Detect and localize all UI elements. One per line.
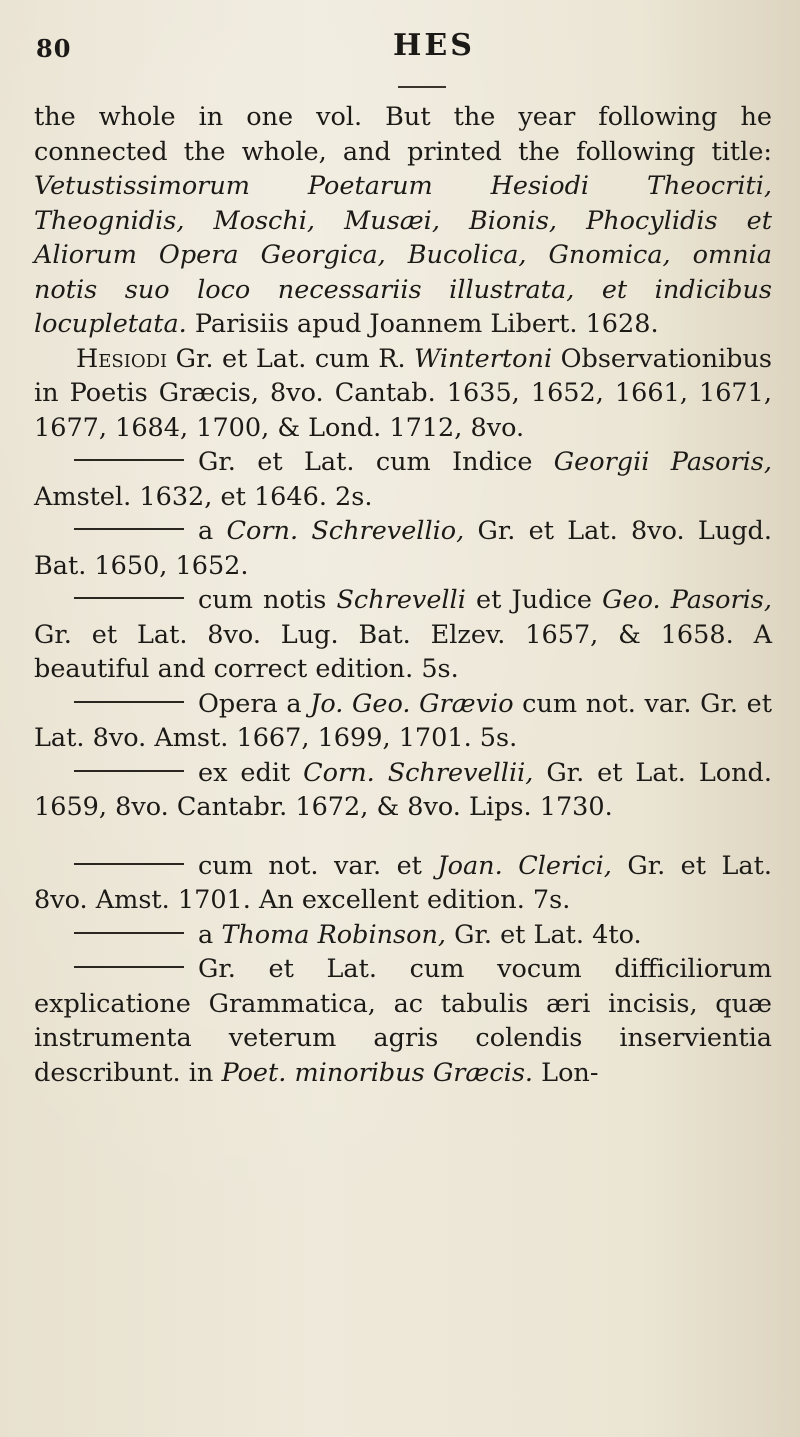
entry-schrevelli-notis xyxy=(34,583,772,687)
entry-graevio xyxy=(34,687,772,756)
entry-ex-edit xyxy=(34,756,772,825)
entry-italic: Jo. Geo. Grævio xyxy=(310,688,514,719)
entry-text: Gr. et Lat. 4to. xyxy=(446,919,642,950)
entry-text: Gr. et Lat. 8vo. Lugd. Bat. 1650, 1652. xyxy=(34,516,772,581)
ditto-dash xyxy=(74,459,184,461)
intro-title: Vetustissimorum Poetarum Hesiodi Theocriti, Theognidis, Moschi, Musæi, Bionis, Phocylidis et Aliorum Opera Georgica, Bucolica, Gnomica, omnia notis suo loco necessariis illustrata, et indicibus locupletata. xyxy=(34,171,772,339)
entry-italic: Corn. Schrevellii, xyxy=(303,757,534,788)
entry-text: Gr. et Lat. cum Indice xyxy=(198,447,554,477)
entry-italic: Joan. Clerici, xyxy=(437,850,612,881)
ditto-dash xyxy=(74,932,184,934)
page-number: 80 xyxy=(36,34,72,63)
entry-text: Gr. et Lat. 8vo. Lug. Bat. Elzev. 1657, & 1658. A beautiful and correct edition. 5s. xyxy=(34,619,772,684)
entry-text: ex edit xyxy=(198,757,304,788)
entry-clerici xyxy=(34,849,772,918)
header-rule xyxy=(398,86,446,88)
entry-pasoris xyxy=(34,445,772,514)
entry-text: cum not. var. et xyxy=(198,850,438,881)
entry-text: Gr. et Lat. cum vocum difficiliorum explicatione Grammatica, ac tabulis æri incisis, quæ instrumenta veterum agris colendis inservientia describunt. in xyxy=(34,954,772,1088)
entry-italic: Schrevelli xyxy=(336,585,466,615)
ditto-dash xyxy=(74,966,184,968)
entry-italic: Geo. Pasoris, xyxy=(602,585,772,615)
entry-text: a xyxy=(198,919,222,950)
page-header xyxy=(0,28,800,68)
entry-text: Amstel. 1632, et 1646. 2s. xyxy=(34,481,373,512)
entry-text: Lon- xyxy=(533,1057,599,1088)
hesiodi-text-b: Observationibus in Poetis Græcis, 8vo. Cantab. 1635, 1652, 1661, 1671, 1677, 1684, 1700, & Lond. 1712, 8vo. xyxy=(34,343,772,443)
entry-text: Opera a xyxy=(198,688,311,719)
entry-text: cum notis xyxy=(198,585,337,615)
page-body xyxy=(34,100,772,1090)
entry-italic: Corn. Schrevellio, xyxy=(226,516,465,546)
entry-text: a xyxy=(198,516,227,546)
paragraph-intro xyxy=(34,100,772,342)
hesiodi-italic: Wintertoni xyxy=(414,343,553,374)
ditto-dash xyxy=(74,528,184,530)
hesiodi-text-a: Gr. et Lat. cum R. xyxy=(167,343,415,374)
ditto-dash xyxy=(74,701,184,703)
entry-schrevellio xyxy=(34,514,772,583)
entry-italic: Thoma Robinson, xyxy=(221,919,447,950)
hesiodi-heading: Hesiodi xyxy=(76,343,168,374)
ditto-dash xyxy=(74,770,184,772)
entry-text: et Judice xyxy=(465,585,603,615)
paragraph-hesiodi xyxy=(34,342,772,446)
entry-text: Gr. et Lat. 8vo. Amst. 1701. An excellent edition. 7s. xyxy=(34,850,772,915)
entry-italic: Georgii Pasoris, xyxy=(553,447,772,477)
entry-italic: Poet. minoribus Græcis. xyxy=(221,1057,534,1088)
ditto-dash xyxy=(74,863,184,865)
intro-imprint: Parisiis apud Joannem Libert. 1628. xyxy=(186,309,659,339)
entry-text: Gr. et Lat. Lond. 1659, 8vo. Cantabr. 1672, & 8vo. Lips. 1730. xyxy=(34,757,772,822)
entry-robinson xyxy=(34,918,772,953)
entry-grammatica xyxy=(34,952,772,1090)
entry-text: cum not. var. Gr. et Lat. 8vo. Amst. 1667, 1699, 1701. 5s. xyxy=(34,688,772,753)
intro-text: the whole in one vol. But the year following he connected the whole, and printed the following title: xyxy=(34,102,772,167)
running-head: HES xyxy=(393,28,475,63)
ditto-dash xyxy=(74,597,184,599)
